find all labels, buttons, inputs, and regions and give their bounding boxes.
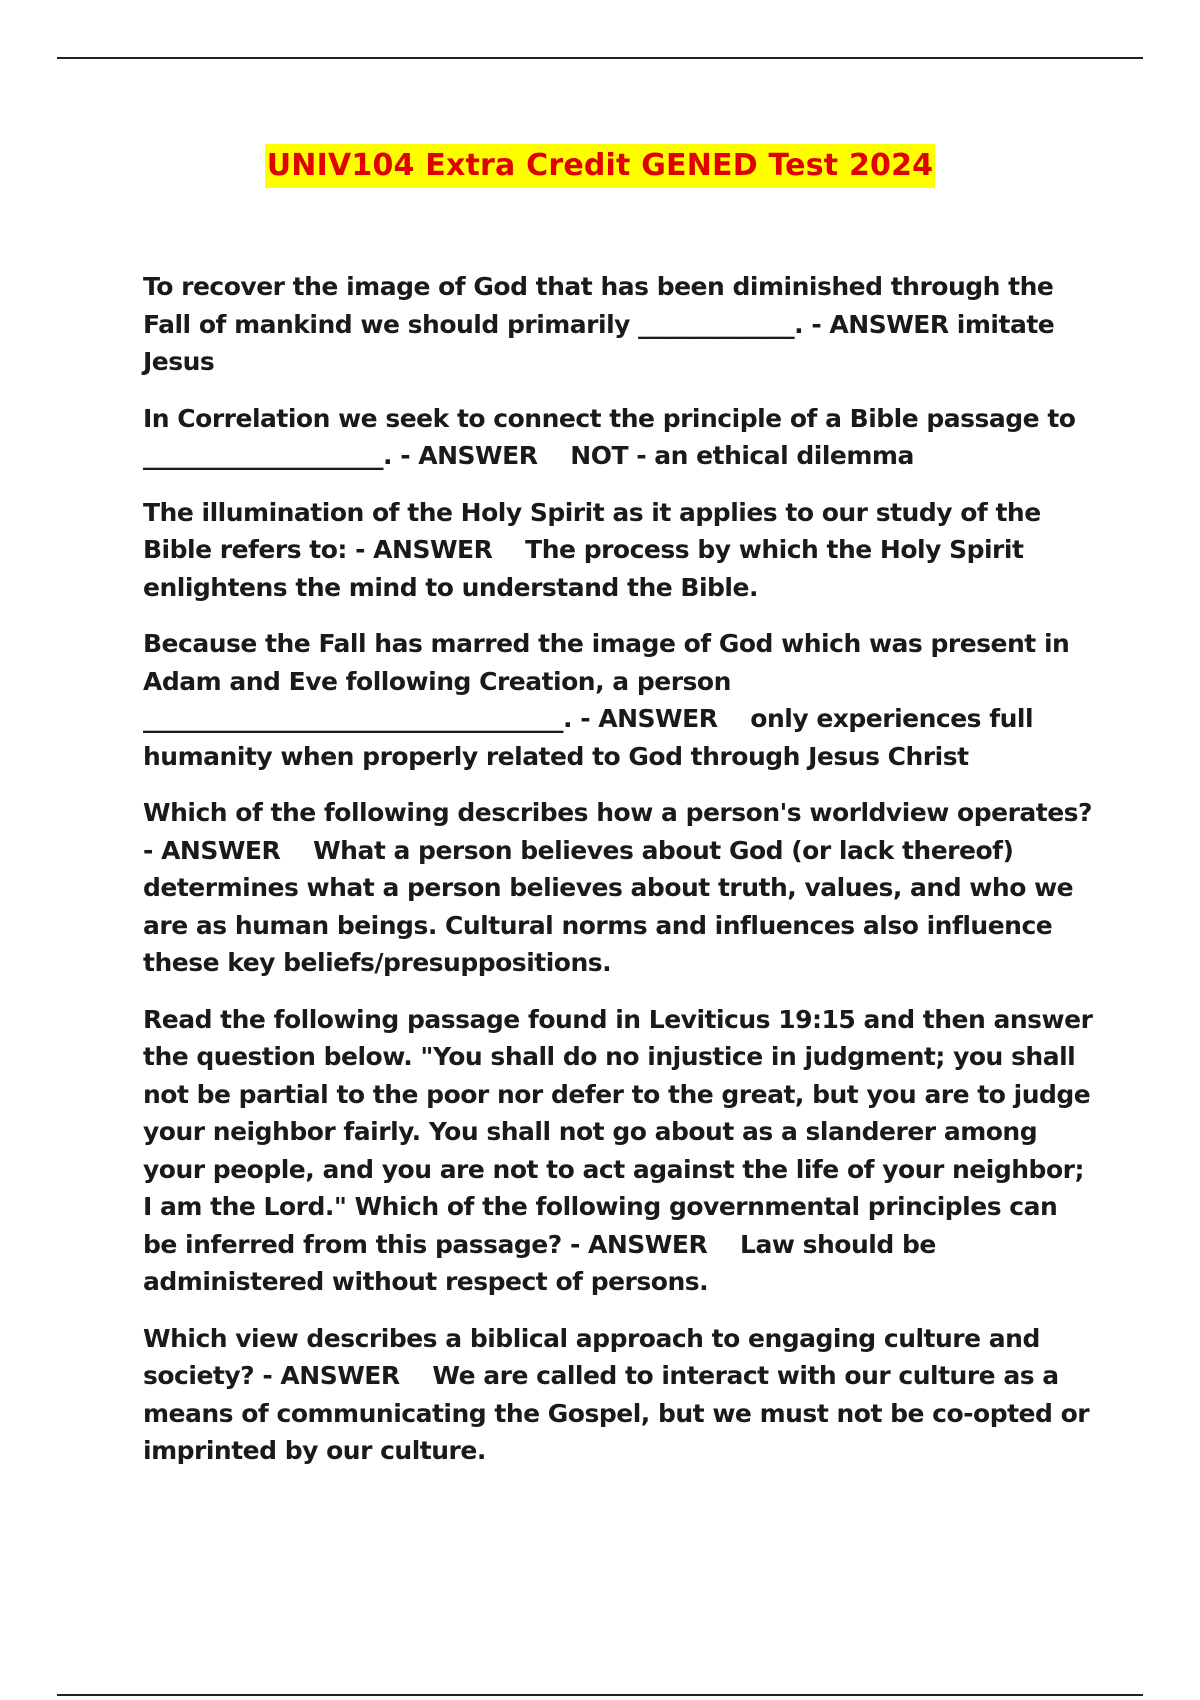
page-title: UNIV104 Extra Credit GENED Test 2024 <box>265 144 936 188</box>
qa-list <box>143 268 1101 1489</box>
bottom-rule <box>57 1694 1143 1696</box>
qa-item: Which of the following describes how a person's worldview operates? - ANSWER What a person believes about God (or lack thereof) determines what a person believes about truth, values, and who we are as human beings. Cultural norms and influences also influence these key beliefs/presuppositions. <box>143 798 1101 977</box>
qa-item: Because the Fall has marred the image of God which was present in Adam and Eve following Creation, a person ___________________________________. - ANSWER only experiences full humanity when properly related to God through Jesus Christ <box>143 629 1078 771</box>
top-rule <box>57 57 1143 59</box>
qa-item: Which view describes a biblical approach to engaging culture and society? - ANSWER We are called to interact with our culture as a means of communicating the Gospel, but we must not be co-opted or imprinted by our culture. <box>143 1323 1098 1465</box>
qa-item: The illumination of the Holy Spirit as it applies to our study of the Bible refers to: - ANSWER The process by which the Holy Spirit enlightens the mind to understand the Bible. <box>143 497 1049 602</box>
qa-item: To recover the image of God that has been diminished through the Fall of mankind we should primarily _____________. - ANSWER imitate Jesus <box>143 272 1063 376</box>
title-wrapper <box>0 144 1200 188</box>
qa-item: In Correlation we seek to connect the principle of a Bible passage to ____________________. - ANSWER NOT - an ethical dilemma <box>143 403 1084 470</box>
qa-item: Read the following passage found in Leviticus 19:15 and then answer the question below. "You shall do no injustice in judgment; you shall not be partial to the poor nor defer to the great, but you are to judge your neighbor fairly. You shall not go about as a slanderer among your people, and you are not to act against the life of your neighbor; I am the Lord." Which of the following governmental principles can be inferred from this passage? - ANSWER Law should be administered without respect of persons. <box>143 1004 1101 1296</box>
